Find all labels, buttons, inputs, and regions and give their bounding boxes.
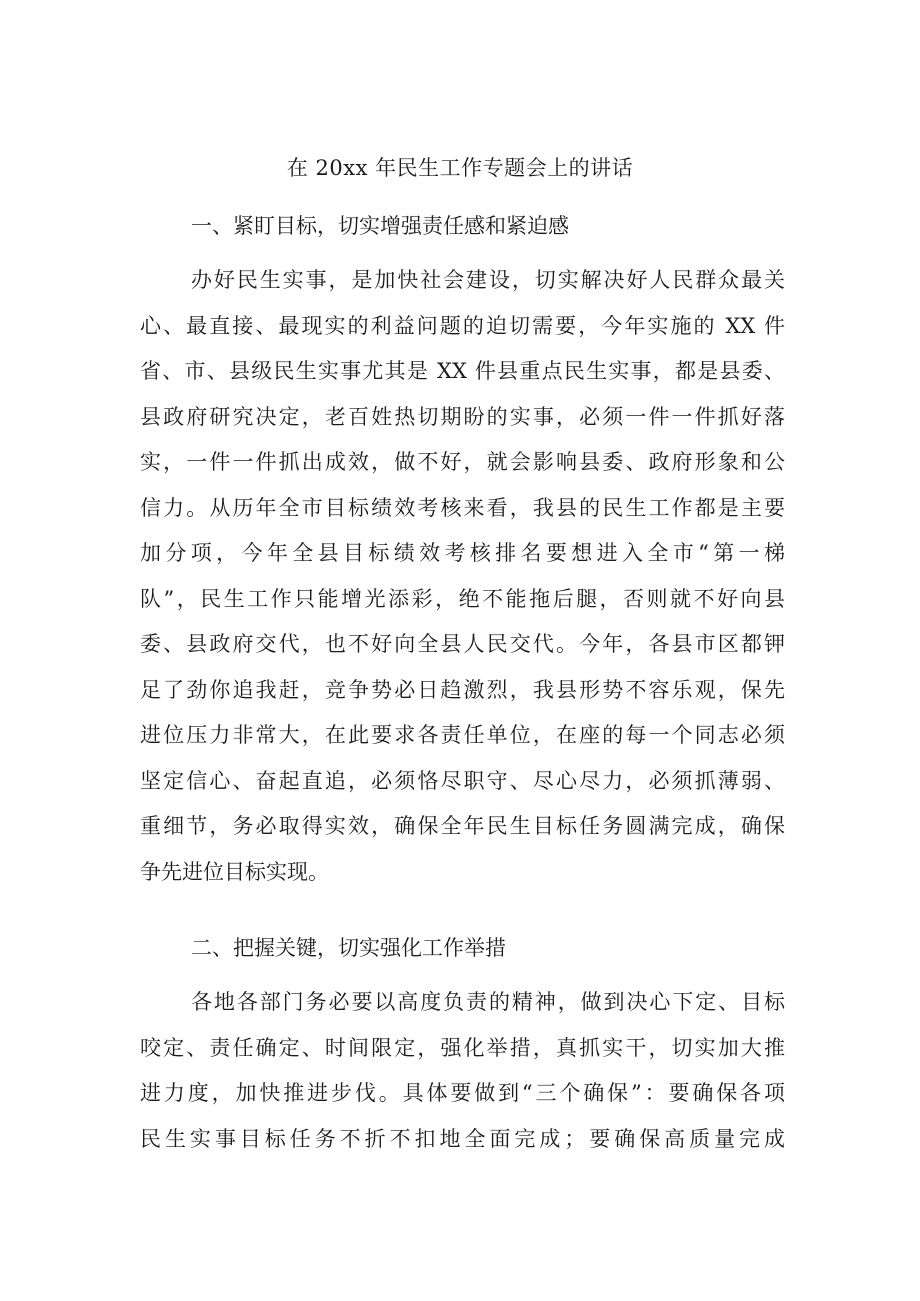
paragraph-line: 委、县政府交代，也不好向全县人民交代。今年，各县市区都钾	[140, 632, 785, 656]
section-2-paragraph	[140, 980, 785, 1162]
paragraph-line: 心、最直接、最现实的利益问题的迫切需要，今年实施的 XX 件	[140, 313, 785, 338]
paragraph-line: 县政府研究决定，老百姓热切期盼的实事，必须一件一件抓好落	[140, 404, 785, 429]
document-title: 在 20xx 年民生工作专题会上的讲话	[286, 156, 634, 180]
paragraph-line: 队”，民生工作只能增光添彩，绝不能拖后腿，否则就不好向县	[140, 586, 785, 611]
paragraph-line: 实，一件一件抓出成效，做不好，就会影响县委、政府形象和公	[140, 450, 785, 474]
paragraph-line: 进位压力非常大，在此要求各责任单位，在座的每一个同志必须	[140, 723, 785, 747]
paragraph-line: 进力度，加快推进步伐。具体要做到“三个确保”：要确保各项	[140, 1081, 785, 1105]
section-1-paragraph	[140, 258, 785, 895]
paragraph-line: 咬定、责任确定、时间限定，强化举措，真抓实干，切实加大推	[140, 1035, 785, 1060]
paragraph-line: 各地各部门务必要以高度负责的精神，做到决心下定、目标	[191, 990, 785, 1014]
paragraph-line: 足了劲你追我赶，竞争势必日趋激烈，我县形势不容乐观，保先	[140, 677, 785, 702]
paragraph-line: 争先进位目标实现。	[140, 859, 329, 884]
paragraph-line: 民生实事目标任务不折不扣地全面完成；要确保高质量完成	[140, 1126, 785, 1151]
section-heading-1: 一、紧盯目标，切实增强责任感和紧迫感	[191, 214, 569, 238]
paragraph-line: 重细节，务必取得实效，确保全年民生目标任务圆满完成，确保	[140, 814, 785, 838]
paragraph-line: 加分项，今年全县目标绩效考核排名要想进入全市“第一梯	[140, 541, 785, 565]
paragraph-line: 办好民生实事，是加快社会建设，切实解决好人民群众最关	[191, 268, 785, 292]
paragraph-line: 信力。从历年全市目标绩效考核来看，我县的民生工作都是主要	[140, 495, 785, 520]
paragraph-line: 坚定信心、奋起直追，必须恪尽职守、尽心尽力，必须抓薄弱、	[140, 768, 785, 793]
section-heading-2: 二、把握关键，切实强化工作举措	[191, 936, 506, 960]
paragraph-line: 省、市、县级民生实事尤其是 XX 件县重点民生实事，都是县委、	[140, 359, 785, 383]
